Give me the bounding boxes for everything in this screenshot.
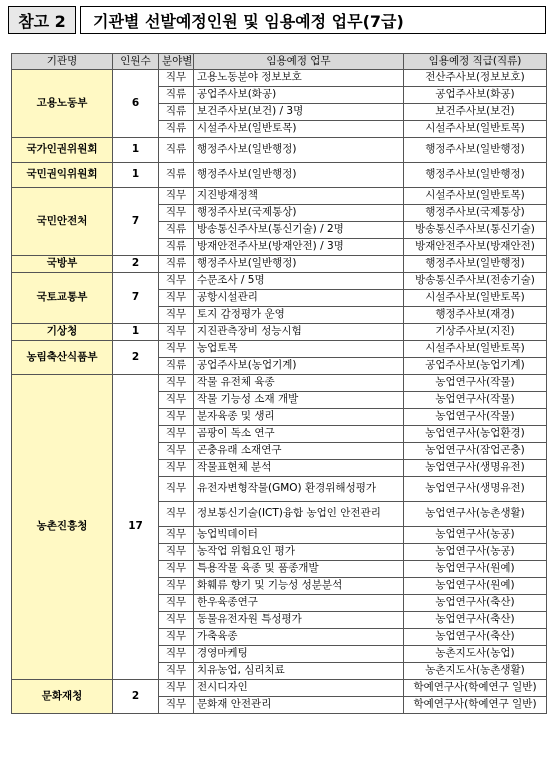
document-title: 기관별 선발예정인원 및 임용예정 업무(7급) [80,6,546,34]
assigned-task: 곰팡이 독소 연구 [194,426,404,443]
field-type: 직무 [159,502,194,527]
position-rank: 시설주사보(일반토목) [404,290,547,307]
document-header [8,6,546,36]
position-rank: 농촌지도사(농업) [404,646,547,663]
assigned-task: 화훼류 향기 및 기능성 성분분석 [194,578,404,595]
position-rank: 기상주사보(지진) [404,324,547,341]
agency-name: 국민안전처 [12,188,113,256]
position-rank: 시설주사보(일반토목) [404,341,547,358]
position-rank: 농업연구사(원예) [404,578,547,595]
agency-name: 국민권익위원회 [12,163,113,188]
assigned-task: 정보통신기술(ICT)융합 농업인 안전관리 [194,502,404,527]
table-row [12,138,547,163]
field-type: 직무 [159,324,194,341]
assigned-task: 방재안전주사보(방재안전) / 3명 [194,239,404,256]
assigned-task: 치유농업, 심리치료 [194,663,404,680]
agency-name: 국방부 [12,256,113,273]
headcount: 17 [113,375,159,680]
field-type: 직무 [159,460,194,477]
agency-name: 농림축산식품부 [12,341,113,375]
field-type: 직무 [159,426,194,443]
assigned-task: 동물유전자원 특성평가 [194,612,404,629]
field-type: 직무 [159,544,194,561]
assigned-task: 한우육종연구 [194,595,404,612]
position-rank: 농업연구사(작물) [404,375,547,392]
position-rank: 방송통신주사보(전송기술) [404,273,547,290]
position-rank: 농촌지도사(농촌생활) [404,663,547,680]
headcount: 1 [113,324,159,341]
position-rank: 농업연구사(잠업곤충) [404,443,547,460]
table-row [12,273,547,290]
field-type: 직무 [159,663,194,680]
table-row [12,70,547,87]
agency-name: 고용노동부 [12,70,113,138]
table-row [12,188,547,205]
field-type: 직류 [159,87,194,104]
assigned-task: 방송통신주사보(통신기술) / 2명 [194,222,404,239]
header-agency: 기관명 [12,54,113,70]
field-type: 직무 [159,409,194,426]
position-rank: 공업주사보(화공) [404,87,547,104]
assigned-task: 작물 유전체 육종 [194,375,404,392]
field-type: 직무 [159,629,194,646]
headcount: 2 [113,256,159,273]
assigned-task: 분자육종 및 생리 [194,409,404,426]
field-type: 직류 [159,104,194,121]
headcount: 1 [113,138,159,163]
assigned-task: 행정주사보(일반행정) [194,138,404,163]
field-type: 직무 [159,70,194,87]
header-count: 인원수 [113,54,159,70]
position-rank: 농업연구사(농촌생활) [404,502,547,527]
assigned-task: 행정주사보(일반행정) [194,256,404,273]
field-type: 직류 [159,256,194,273]
position-rank: 농업연구사(축산) [404,595,547,612]
field-type: 직무 [159,443,194,460]
table-row [12,375,547,392]
agency-name: 국토교통부 [12,273,113,324]
field-type: 직무 [159,578,194,595]
position-rank: 행정주사보(일반행정) [404,163,547,188]
position-rank: 농업연구사(작물) [404,409,547,426]
position-rank: 행정주사보(국제통상) [404,205,547,222]
assigned-task: 곤충유래 소재연구 [194,443,404,460]
headcount: 2 [113,680,159,714]
agency-name: 기상청 [12,324,113,341]
field-type: 직류 [159,121,194,138]
field-type: 직무 [159,477,194,502]
assigned-task: 시설주사보(일반토목) [194,121,404,138]
agency-name: 문화재청 [12,680,113,714]
field-type: 직무 [159,527,194,544]
assigned-task: 지진방재정책 [194,188,404,205]
assigned-task: 작물표현체 분석 [194,460,404,477]
field-type: 직무 [159,561,194,578]
field-type: 직류 [159,163,194,188]
table-row [12,680,547,697]
field-type: 직무 [159,205,194,222]
headcount: 1 [113,163,159,188]
header-field: 분야별 [159,54,194,70]
position-rank: 농업연구사(농업환경) [404,426,547,443]
table-body [12,70,547,714]
position-rank: 농업연구사(생명유전) [404,477,547,502]
header-task: 임용예정 업무 [194,54,404,70]
table-row [12,163,547,188]
field-type: 직무 [159,307,194,324]
position-rank: 방송통신주사보(통신기술) [404,222,547,239]
table-header-row [12,54,547,70]
field-type: 직무 [159,341,194,358]
assigned-task: 농업빅데이터 [194,527,404,544]
field-type: 직무 [159,273,194,290]
field-type: 직류 [159,138,194,163]
assigned-task: 공업주사보(화공) [194,87,404,104]
table-row [12,256,547,273]
position-rank: 학예연구사(학예연구 일반) [404,697,547,714]
position-rank: 농업연구사(원예) [404,561,547,578]
position-rank: 방재안전주사보(방재안전) [404,239,547,256]
assigned-task: 수문조사 / 5명 [194,273,404,290]
position-rank: 시설주사보(일반토목) [404,188,547,205]
position-rank: 농업연구사(작물) [404,392,547,409]
assigned-task: 보건주사보(보건) / 3명 [194,104,404,121]
position-rank: 행정주사보(재경) [404,307,547,324]
field-type: 직무 [159,646,194,663]
header-rank: 임용예정 직급(직류) [404,54,547,70]
table-row [12,324,547,341]
position-rank: 전산주사보(정보보호) [404,70,547,87]
recruitment-table [11,53,547,714]
field-type: 직무 [159,290,194,307]
field-type: 직무 [159,392,194,409]
field-type: 직류 [159,239,194,256]
assigned-task: 특용작물 육종 및 품종개발 [194,561,404,578]
table-row [12,341,547,358]
assigned-task: 농작업 위험요인 평가 [194,544,404,561]
position-rank: 학예연구사(학예연구 일반) [404,680,547,697]
assigned-task: 농업토목 [194,341,404,358]
position-rank: 농업연구사(농공) [404,527,547,544]
position-rank: 농업연구사(축산) [404,629,547,646]
headcount: 7 [113,273,159,324]
agency-name: 국가인권위원회 [12,138,113,163]
field-type: 직류 [159,358,194,375]
field-type: 직무 [159,697,194,714]
assigned-task: 문화재 안전관리 [194,697,404,714]
assigned-task: 작물 기능성 소재 개발 [194,392,404,409]
assigned-task: 고용노동분야 정보보호 [194,70,404,87]
position-rank: 공업주사보(농업기계) [404,358,547,375]
assigned-task: 공항시설관리 [194,290,404,307]
position-rank: 농업연구사(축산) [404,612,547,629]
reference-badge: 참고 2 [8,6,76,34]
position-rank: 행정주사보(일반행정) [404,138,547,163]
position-rank: 보건주사보(보건) [404,104,547,121]
agency-name: 농촌진흥청 [12,375,113,680]
assigned-task: 전시디자인 [194,680,404,697]
assigned-task: 지진관측장비 성능시험 [194,324,404,341]
field-type: 직무 [159,612,194,629]
position-rank: 시설주사보(일반토목) [404,121,547,138]
field-type: 직무 [159,680,194,697]
assigned-task: 경영마케팅 [194,646,404,663]
assigned-task: 가축육종 [194,629,404,646]
assigned-task: 유전자변형작물(GMO) 환경위해성평가 [194,477,404,502]
position-rank: 농업연구사(농공) [404,544,547,561]
position-rank: 농업연구사(생명유전) [404,460,547,477]
field-type: 직류 [159,222,194,239]
field-type: 직무 [159,188,194,205]
headcount: 6 [113,70,159,138]
headcount: 2 [113,341,159,375]
assigned-task: 행정주사보(일반행정) [194,163,404,188]
field-type: 직무 [159,375,194,392]
assigned-task: 행정주사보(국제통상) [194,205,404,222]
headcount: 7 [113,188,159,256]
assigned-task: 토지 감정평가 운영 [194,307,404,324]
assigned-task: 공업주사보(농업기계) [194,358,404,375]
position-rank: 행정주사보(일반행정) [404,256,547,273]
field-type: 직무 [159,595,194,612]
